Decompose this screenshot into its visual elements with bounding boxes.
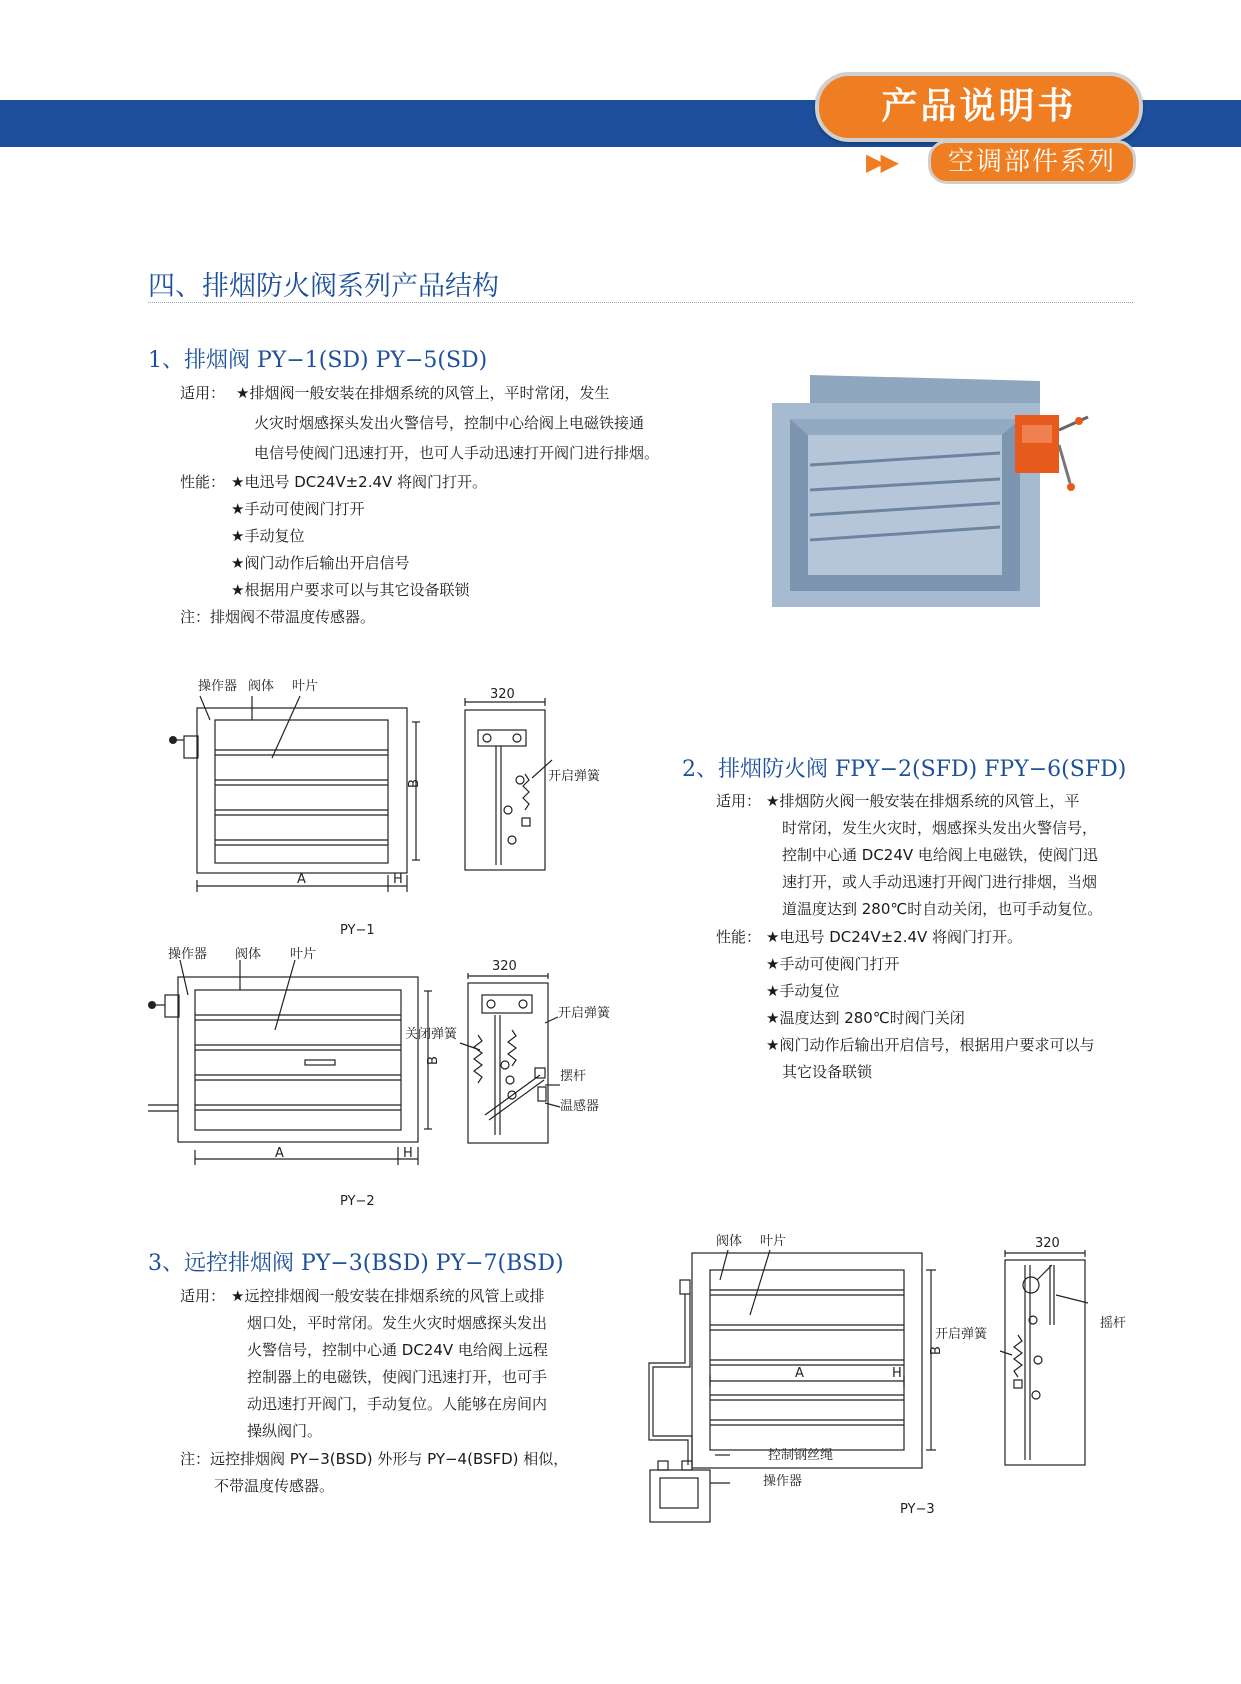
- section-title: 四、排烟防火阀系列产品结构: [148, 271, 499, 302]
- py1-open-spring: 开启弹簧: [548, 769, 601, 784]
- s2-perf-line: ★温度达到 280℃时阀门关闭: [766, 1009, 965, 1027]
- py3-body-label: 阀体: [716, 1234, 743, 1249]
- s2-perf-line: ★手动可使阀门打开: [766, 955, 900, 973]
- py1-diagram: [160, 670, 620, 940]
- s2-perf-line: ★阀门动作后输出开启信号，根据用户要求可以与: [766, 1036, 1095, 1054]
- s3-apply-line: 操纵阀门。: [247, 1422, 323, 1440]
- py2-dim-a: A: [275, 1146, 284, 1161]
- py3-blade-label: 叶片: [760, 1234, 787, 1249]
- py2-dim-b: B: [426, 1056, 441, 1065]
- py1-body-label: 阀体: [248, 679, 275, 694]
- py3-cable-label: 控制钢丝绳: [768, 1448, 834, 1463]
- s3-apply-line: 火警信号，控制中心通 DC24V 电给阀上远程: [247, 1341, 548, 1359]
- divider: [148, 302, 1133, 303]
- py2-body-label: 阀体: [235, 947, 262, 962]
- series-badge: 空调部件系列: [928, 140, 1136, 184]
- s3-apply-line: ★远控排烟阀一般安装在排烟系统的风管上或排: [231, 1287, 545, 1305]
- s1-apply-line: ★排烟阀一般安装在排烟系统的风管上，平时常闭，发生: [236, 384, 610, 402]
- brochure-badge: 产品说明书: [815, 72, 1143, 142]
- s1-title: 1、排烟阀 PY−1(SD) PY−5(SD): [148, 348, 488, 373]
- py1-caption: PY−1: [340, 923, 375, 938]
- py3-width: 320: [1035, 1236, 1060, 1251]
- py2-width: 320: [492, 959, 517, 974]
- s2-perf-label: 性能：: [716, 928, 762, 946]
- py2-dim-h: H: [403, 1146, 413, 1161]
- s1-perf-line: ★电迅号 DC24V±2.4V 将阀门打开。: [231, 473, 488, 491]
- py3-rocker: 摇杆: [1100, 1316, 1127, 1331]
- s1-note: 注：排烟阀不带温度传感器。: [180, 608, 376, 626]
- py2-blade-label: 叶片: [290, 947, 317, 962]
- s2-apply-line: 道温度达到 280℃时自动关闭，也可手动复位。: [782, 900, 1103, 918]
- double-arrow-icon: ▶▶: [866, 148, 895, 176]
- py2-close-spring: 关闭弹簧: [405, 1027, 458, 1042]
- py1-dim-b: B: [407, 779, 422, 788]
- s3-note-line: 不带温度传感器。: [214, 1477, 335, 1495]
- py2-open-spring: 开启弹簧: [558, 1006, 611, 1021]
- s2-perf-line: ★电迅号 DC24V±2.4V 将阀门打开。: [766, 928, 1023, 946]
- py1-width: 320: [490, 687, 515, 702]
- s1-perf-label: 性能：: [180, 473, 226, 491]
- py1-dim-a: A: [297, 872, 306, 887]
- py2-temp-sensor: 温感器: [560, 1099, 600, 1114]
- py3-open-spring: 开启弹簧: [935, 1327, 988, 1342]
- s3-note-line: 注：远控排烟阀 PY−3(BSD) 外形与 PY−4(BSFD) 相似，: [180, 1450, 569, 1468]
- s3-apply-line: 动迅速打开阀门，手动复位。人能够在房间内: [247, 1395, 548, 1413]
- s1-perf-line: ★手动可使阀门打开: [231, 500, 365, 518]
- s1-perf-line: ★根据用户要求可以与其它设备联锁: [231, 581, 470, 599]
- py3-operator-label: 操作器: [763, 1474, 803, 1489]
- s2-apply-line: 控制中心通 DC24V 电给阀上电磁铁，使阀门迅: [782, 846, 1098, 864]
- s1-apply-line: 电信号使阀门迅速打开，也可人手动迅速打开阀门进行排烟。: [254, 444, 660, 462]
- s1-apply-label: 适用：: [180, 384, 226, 402]
- py1-operator-label: 操作器: [198, 679, 238, 694]
- py3-diagram: [640, 1215, 1160, 1525]
- py3-dim-h: H: [892, 1366, 902, 1381]
- s3-apply-label: 适用：: [180, 1287, 226, 1305]
- s2-perf-line: 其它设备联锁: [782, 1063, 873, 1081]
- s1-perf-line: ★手动复位: [231, 527, 305, 545]
- py1-dim-h: H: [393, 872, 403, 887]
- py3-caption: PY−3: [900, 1502, 935, 1517]
- s2-apply-label: 适用：: [716, 792, 762, 810]
- s2-title: 2、排烟防火阀 FPY−2(SFD) FPY−6(SFD): [682, 757, 1127, 782]
- s1-apply-line: 火灾时烟感探头发出火警信号，控制中心给阀上电磁铁接通: [254, 414, 645, 432]
- s3-apply-line: 控制器上的电磁铁，使阀门迅速打开，也可手: [247, 1368, 548, 1386]
- smoke-damper-photo: [770, 375, 1100, 615]
- s2-perf-line: ★手动复位: [766, 982, 840, 1000]
- py2-swing-rod: 摆杆: [560, 1069, 587, 1084]
- s3-apply-line: 烟口处，平时常闭。发生火灾时烟感探头发出: [247, 1314, 548, 1332]
- py2-operator-label: 操作器: [168, 947, 208, 962]
- py1-blade-label: 叶片: [292, 679, 319, 694]
- s3-title: 3、远控排烟阀 PY−3(BSD) PY−7(BSD): [148, 1251, 564, 1276]
- s1-perf-line: ★阀门动作后输出开启信号: [231, 554, 410, 572]
- py3-dim-b: B: [929, 1346, 944, 1355]
- s2-apply-line: 时常闭，发生火灾时，烟感探头发出火警信号，: [782, 819, 1098, 837]
- s2-apply-line: ★排烟防火阀一般安装在排烟系统的风管上，平: [766, 792, 1080, 810]
- py2-caption: PY−2: [340, 1194, 375, 1209]
- s2-apply-line: 速打开，或人手动迅速打开阀门进行排烟，当烟: [782, 873, 1098, 891]
- py3-dim-a: A: [795, 1366, 804, 1381]
- py2-diagram: [140, 925, 630, 1215]
